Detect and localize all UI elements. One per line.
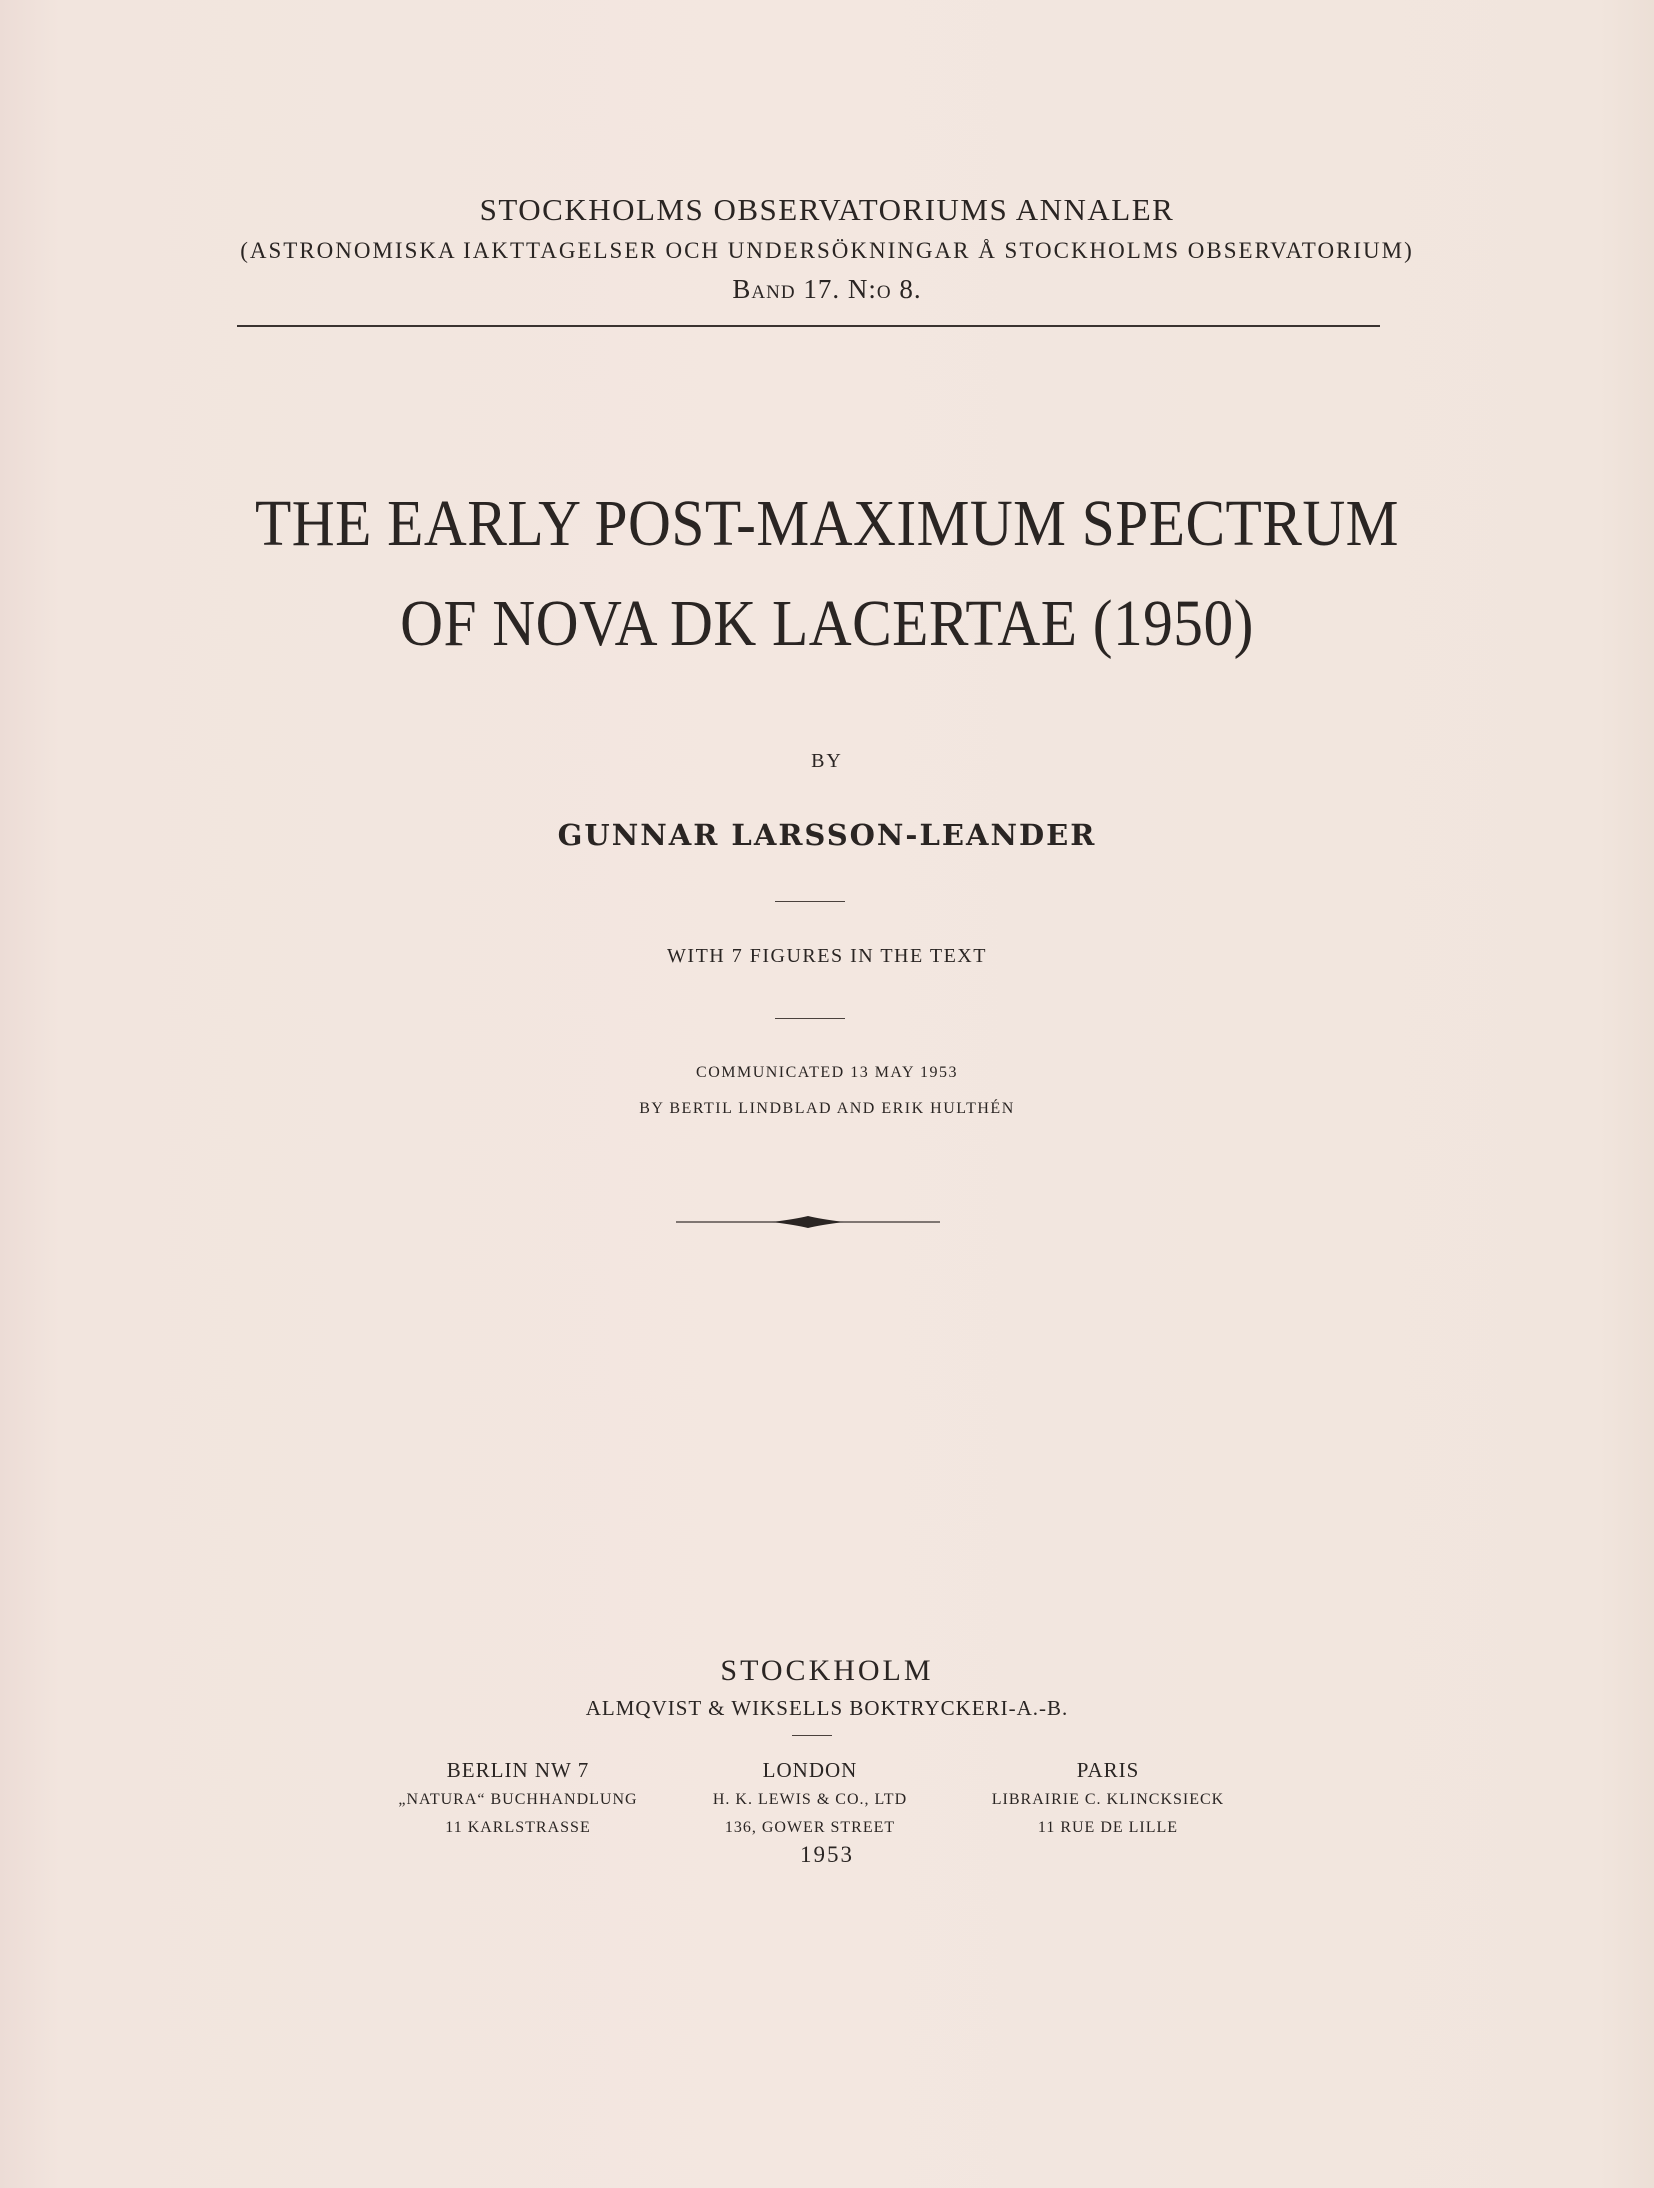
publisher-city: STOCKHOLM <box>720 1654 934 1687</box>
paper-title-line-1: THE EARLY POST-MAXIMUM SPECTRUM <box>255 487 1399 560</box>
communicated-by: BY BERTIL LINDBLAD AND ERIK HULTHÉN <box>639 1100 1015 1117</box>
agent-city: LONDON <box>762 1758 858 1782</box>
publication-year: 1953 <box>800 1842 854 1867</box>
agent-name: „NATURA“ BUCHHANDLUNG <box>398 1791 638 1808</box>
agent-address: 11 RUE DE LILLE <box>1037 1819 1179 1836</box>
agent-city: PARIS <box>1076 1758 1140 1782</box>
imprint-rule <box>792 1735 832 1736</box>
paper-title-line-2: OF NOVA DK LACERTAE (1950) <box>400 587 1254 660</box>
series-subtitle: (ASTRONOMISKA IAKTTAGELSER OCH UNDERSÖKNINGAR Å STOCKHOLMS OBSERVATORIUM) <box>240 238 1414 263</box>
agent-name: H. K. LEWIS & CO., LTD <box>712 1791 908 1808</box>
agent-address: 136, GOWER STREET <box>724 1819 896 1836</box>
agent-london <box>660 1754 960 1842</box>
ornament-divider <box>676 1210 940 1234</box>
volume-number: Band 17. N:o 8. <box>732 274 922 304</box>
by-label: BY <box>811 750 843 772</box>
communicated-date: COMMUNICATED 13 MAY 1953 <box>696 1064 958 1081</box>
header-rule <box>237 325 1380 327</box>
printer-name: ALMQVIST & WIKSELLS BOKTRYCKERI-A.-B. <box>585 1696 1069 1720</box>
divider-rule-2 <box>775 1018 845 1019</box>
agent-berlin <box>368 1754 668 1842</box>
figures-note: WITH 7 FIGURES IN THE TEXT <box>667 945 987 967</box>
agent-city: BERLIN NW 7 <box>446 1758 590 1782</box>
divider-rule-1 <box>775 901 845 902</box>
agent-paris <box>958 1754 1258 1842</box>
ornament-diamond <box>772 1216 844 1228</box>
agent-address: 11 KARLSTRASSE <box>445 1819 591 1836</box>
agent-name: LIBRAIRIE C. KLINCKSIECK <box>991 1791 1225 1808</box>
series-title: STOCKHOLMS OBSERVATORIUMS ANNALER <box>479 192 1175 227</box>
author-name: GUNNAR LARSSON-LEANDER <box>557 818 1097 852</box>
